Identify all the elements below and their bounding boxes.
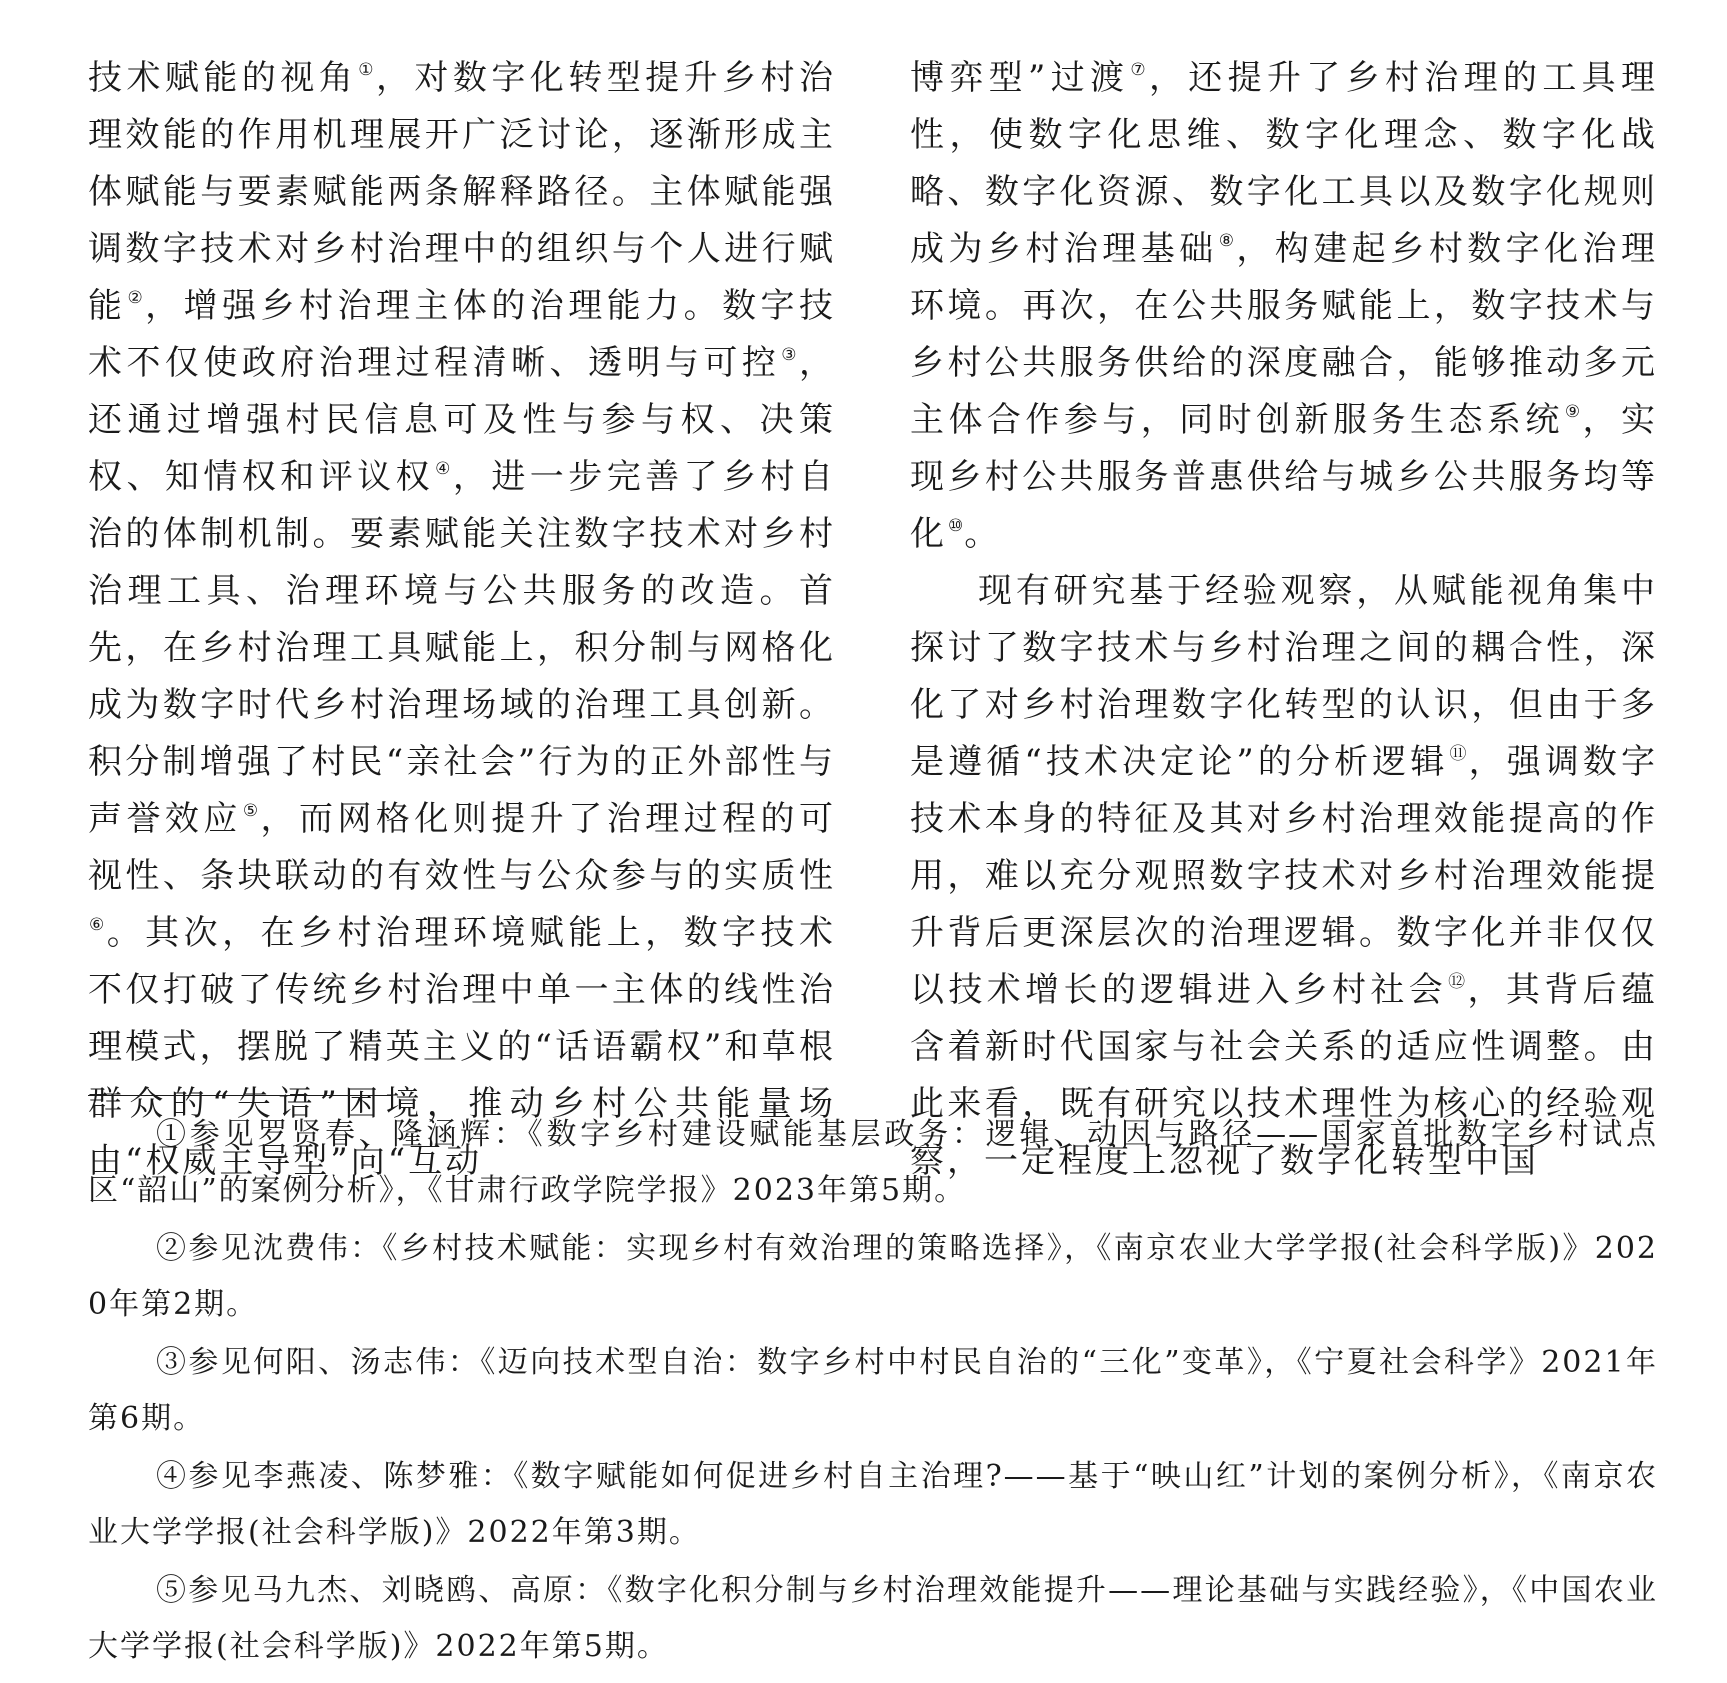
footnote-marker: ⑪ <box>1449 744 1468 764</box>
text-run: 。 <box>964 514 1002 554</box>
text-run: ，增强乡村治理主体的治理能力。数字技术不仅使政府治理过程清晰、透明与可控 <box>88 286 836 383</box>
right-column <box>910 50 1658 1190</box>
footnote-marker: ⑧ <box>1218 231 1236 251</box>
footnote-marker: ② <box>127 288 145 308</box>
text-run: ，进一步完善了乡村自治的体制机制。要素赋能关注数字技术对乡村治理工具、治理环境与公共服务的改造。首先，在乡村治理工具赋能上，积分制与网格化成为数字时代乡村治理场域的治理工具创新。积分制增强了村民“亲社会”行为的正外部性与声誉效应 <box>88 457 837 839</box>
footnote-marker: ⑫ <box>1448 972 1467 992</box>
text-run: ，构建起乡村数字化治理环境。再次，在公共服务赋能上，数字技术与乡村公共服务供给的深度融合，能够推动多元主体合作参与，同时创新服务生态系统 <box>910 229 1658 440</box>
left-paragraph <box>88 50 836 1190</box>
footnote-marker: ⑩ <box>948 516 964 536</box>
footnote-marker: ⑥ <box>89 915 106 935</box>
footnote-marker: ① <box>358 60 375 80</box>
footnotes <box>88 1107 1658 1677</box>
text-run: ，而网格化则提升了治理过程的可视性、条块联动的有效性与公众参与的实质性 <box>88 799 836 896</box>
footnote-marker: ③ <box>781 345 798 365</box>
text-run: ，还通过增强村民信息可及性与参与权、决策权、知情权和评议权 <box>88 343 836 497</box>
footnote-marker: ⑦ <box>1130 60 1148 80</box>
left-column <box>88 50 836 1190</box>
footnote-5: ⑤参见马九杰、刘晓鸥、高原：《数字化积分制与乡村治理效能提升——理论基础与实践经验》，《中国农业大学学报(社会科学版)》2022年第5期。 <box>88 1573 1658 1664</box>
footnote-3: ③参见何阳、汤志伟：《迈向技术型自治：数字乡村中村民自治的“三化”变革》，《宁夏社会科学》2021年第6期。 <box>88 1345 1658 1436</box>
text-run: ，实现乡村公共服务普惠供给与城乡公共服务均等化 <box>910 400 1658 554</box>
right-paragraph <box>910 563 1658 1190</box>
footnote-marker: ④ <box>435 459 452 479</box>
text-run: 博弈型”过渡 <box>910 58 1130 98</box>
text-run: ，还提升了乡村治理的工具理性，使数字化思维、数字化理念、数字化战略、数字化资源、数字化工具以及数字化规则成为乡村治理基础 <box>910 58 1658 269</box>
footnote-separator <box>88 1095 392 1096</box>
body-text <box>88 50 1658 1190</box>
text-run: 现有研究基于经验观察，从赋能视角集中探讨了数字技术与乡村治理之间的耦合性，深化了对乡村治理数字化转型的认识，但由于多是遵循“技术决定论”的分析逻辑 <box>910 571 1658 782</box>
text-run: 。其次，在乡村治理环境赋能上，数字技术不仅打破了传统乡村治理中单一主体的线性治理模式，摆脱了精英主义的“话语霸权”和草根群众的“失语”困境，推动乡村公共能量场由“权威主导型”向“互动 <box>88 913 836 1181</box>
footnote-marker: ⑨ <box>1564 402 1582 422</box>
text-run: ，对数字化转型提升乡村治理效能的作用机理展开广泛讨论，逐渐形成主体赋能与要素赋能两条解释路径。主体赋能强调数字技术对乡村治理中的组织与个人进行赋能 <box>88 58 837 326</box>
text-run: ，其背后蕴含着新时代国家与社会关系的适应性调整。由此来看，既有研究以技术理性为核心的经验观察，一定程度上忽视了数字化转型中国 <box>910 970 1659 1181</box>
footnote-1: ①参见罗贤春、隆涵辉：《数字乡村建设赋能基层政务：逻辑、动因与路径——国家首批数字乡村试点区“韶山”的案例分析》，《甘肃行政学院学报》2023年第5期。 <box>88 1117 1658 1208</box>
footnote-2: ②参见沈费伟：《乡村技术赋能：实现乡村有效治理的策略选择》，《南京农业大学学报(社会科学版)》2020年第2期。 <box>88 1231 1658 1322</box>
text-run: ，强调数字技术本身的特征及其对乡村治理效能提高的作用，难以充分观照数字技术对乡村治理效能提升背后更深层次的治理逻辑。数字化并非仅仅以技术增长的逻辑进入乡村社会 <box>910 742 1659 1010</box>
right-paragraph <box>910 50 1658 563</box>
footnote-4: ④参见李燕凌、陈梦雅：《数字赋能如何促进乡村自主治理?——基于“映山红”计划的案例分析》，《南京农业大学学报(社会科学版)》2022年第3期。 <box>88 1459 1658 1550</box>
text-run: 技术赋能的视角 <box>88 58 358 98</box>
footnote-marker: ⑤ <box>242 801 260 821</box>
